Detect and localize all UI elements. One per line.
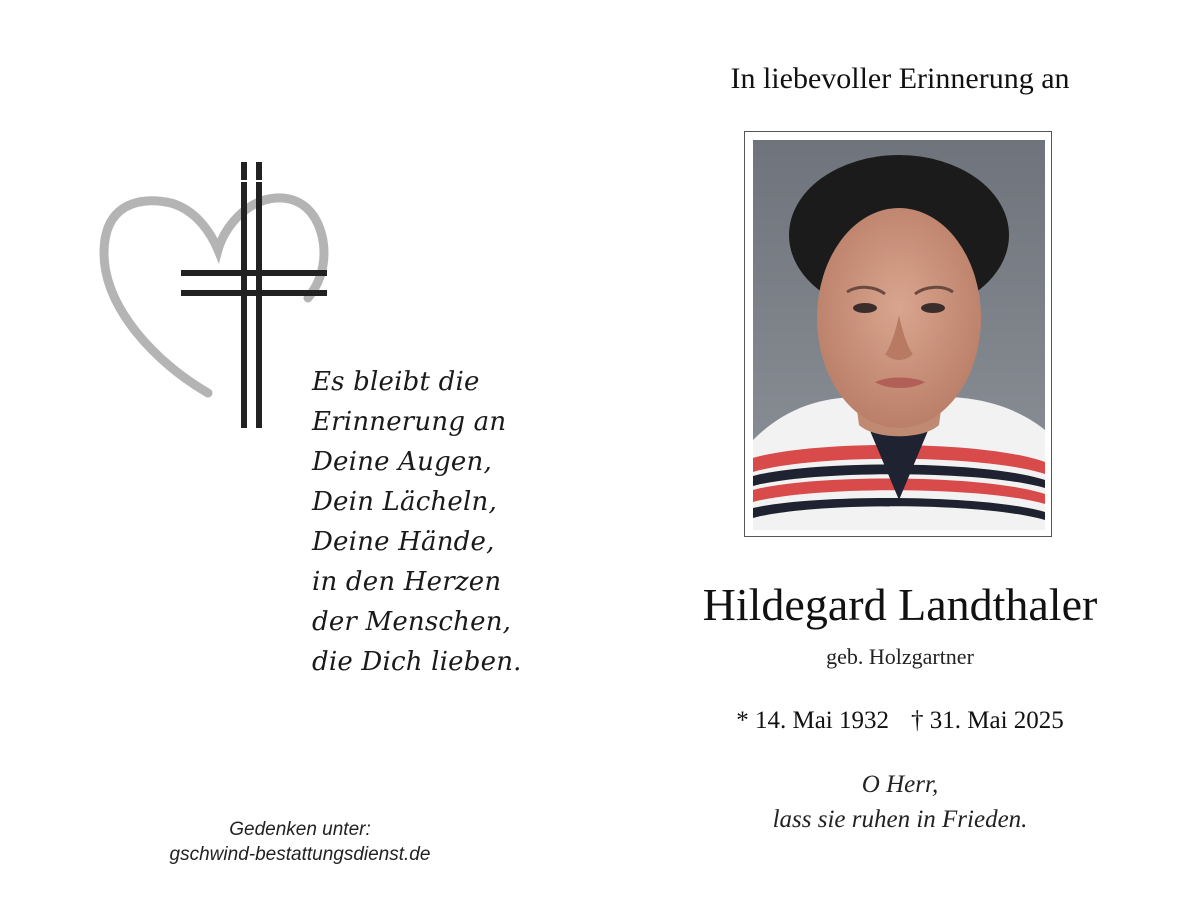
memorial-label: Gedenken unter: [229,819,371,840]
poem-line: Deine Hände, [312,527,495,557]
prayer-line-1: O Herr, [861,771,939,798]
portrait-photo [753,140,1045,530]
poem-line: Deine Augen, [312,447,492,477]
poem [312,362,612,682]
prayer [640,767,1160,837]
poem-line: Es bleibt die [312,367,480,397]
birth-date: * 14. Mai 1932 [736,707,889,734]
poem-line: Erinnerung an [312,407,507,437]
heart-with-cross-icon [96,158,336,458]
maiden-name: geb. Holzgartner [826,644,974,669]
poem-line: in den Herzen [312,567,502,597]
portrait-frame [744,131,1052,537]
poem-line: der Menschen, [312,607,512,637]
prayer-line-2: lass sie ruhen in Frieden. [772,806,1028,833]
life-dates [640,707,1160,735]
memorial-link [100,817,500,867]
intro-heading: In liebevoller Erinnerung an [730,62,1070,95]
poem-line: die Dich lieben. [312,647,522,677]
death-date: † 31. Mai 2025 [911,707,1064,734]
deceased-name: Hildegard Landthaler [702,579,1098,630]
poem-line: Dein Lächeln, [312,487,497,517]
memorial-url[interactable]: gschwind-bestattungsdienst.de [169,844,431,865]
